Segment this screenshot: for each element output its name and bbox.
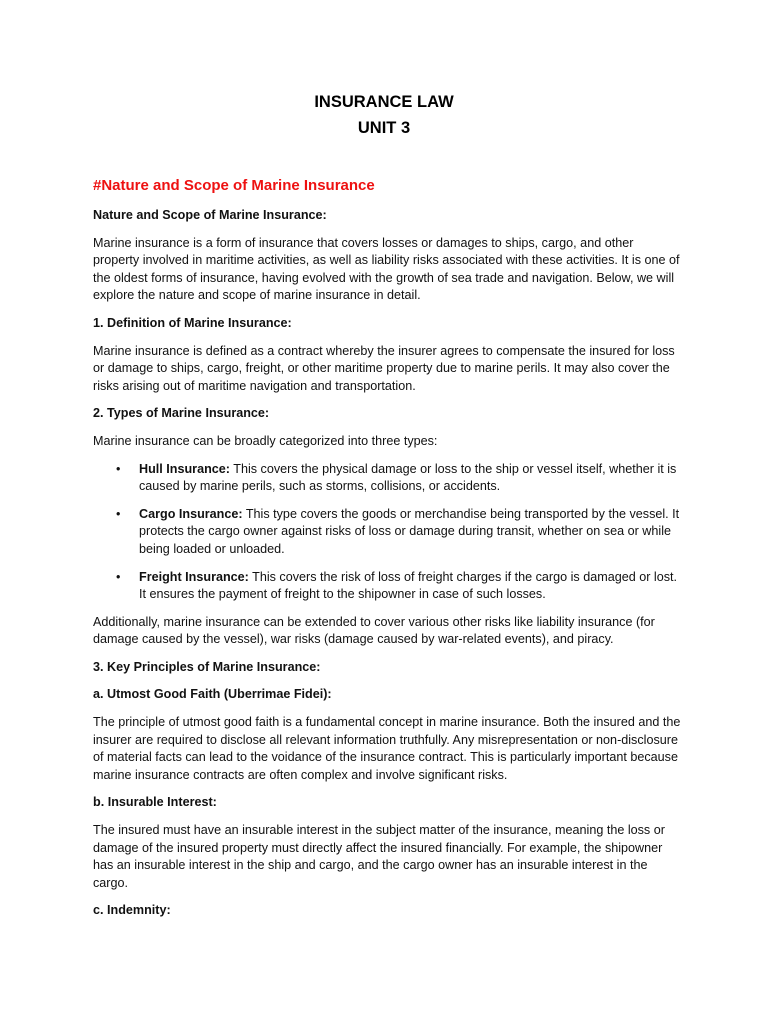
bullet-icon: • bbox=[116, 569, 121, 584]
list-item-hull bbox=[93, 461, 681, 496]
indemnity-heading: c. Indemnity: bbox=[93, 903, 171, 918]
bullet-icon: • bbox=[116, 461, 121, 476]
types-list bbox=[93, 461, 681, 604]
bullet-icon: • bbox=[116, 506, 121, 521]
list-item-text: This covers the physical damage or loss to the ship or vessel itself, whether it is caused by marine perils, such as storms, collisions, or accidents. bbox=[139, 461, 677, 494]
principles-heading: 3. Key Principles of Marine Insurance: bbox=[93, 659, 321, 674]
definition-heading: 1. Definition of Marine Insurance: bbox=[93, 315, 292, 330]
list-item-freight bbox=[93, 569, 681, 604]
list-item-term: Cargo Insurance: bbox=[139, 506, 243, 521]
title-line-2: UNIT 3 bbox=[357, 119, 411, 137]
good-faith-paragraph: The principle of utmost good faith is a fundamental concept in marine insurance. Both the insured and the insurer are required to disclose all relevant information truthfully. Any misrepresentation or non-disclosure of material facts can lead to the voidance of the insurance contract. This is particularly important because marine insurance contracts are often complex and involve significant risks. bbox=[93, 715, 681, 782]
document-body bbox=[93, 207, 681, 930]
types-heading: 2. Types of Marine Insurance: bbox=[93, 406, 270, 421]
list-item-cargo bbox=[93, 506, 681, 559]
document-title bbox=[0, 89, 768, 141]
types-intro: Marine insurance can be broadly categorized into three types: bbox=[93, 433, 438, 448]
intro-paragraph: Marine insurance is a form of insurance that covers losses or damages to ships, cargo, and other property involved in maritime activities, as well as liability risks associated with these activities. It is one of the oldest forms of insurance, having evolved with the growth of sea trade and navigation. Below, we will explore the nature and scope of marine insurance in detail. bbox=[93, 235, 680, 303]
list-item-text: This type covers the goods or merchandise being transported by the vessel. It protects the cargo owner against risks of loss or damage during transit, whether on sea or while being loaded or unloaded. bbox=[139, 506, 680, 556]
subheading-nature: Nature and Scope of Marine Insurance: bbox=[93, 208, 327, 222]
list-item-text: This covers the risk of loss of freight charges if the cargo is damaged or lost. It ensures the payment of freight to the shipowner in case of such losses. bbox=[139, 569, 678, 602]
section-heading: #Nature and Scope of Marine Insurance bbox=[93, 177, 375, 194]
additional-paragraph: Additionally, marine insurance can be extended to cover various other risks like liability insurance (for damage caused by the vessel), war risks (damage caused by war-related events), and piracy. bbox=[93, 614, 655, 647]
definition-paragraph: Marine insurance is defined as a contract whereby the insurer agrees to compensate the insured for loss or damage to ships, cargo, freight, or other maritime property due to marine perils. It may also cover the risks arising out of maritime navigation and transportation. bbox=[93, 343, 675, 393]
title-line-1: INSURANCE LAW bbox=[314, 93, 454, 111]
list-item-term: Hull Insurance: bbox=[139, 461, 230, 476]
list-item-term: Freight Insurance: bbox=[139, 569, 249, 584]
insurable-interest-heading: b. Insurable Interest: bbox=[93, 795, 217, 810]
insurable-interest-paragraph: The insured must have an insurable interest in the subject matter of the insurance, meaning the loss or damage of the insured property must directly affect the insured financially. For example, the shipowner has an insurable interest in the ship and cargo, and the cargo owner has an insurable interest in the cargo. bbox=[93, 823, 665, 890]
good-faith-heading: a. Utmost Good Faith (Uberrimae Fidei): bbox=[93, 687, 332, 702]
